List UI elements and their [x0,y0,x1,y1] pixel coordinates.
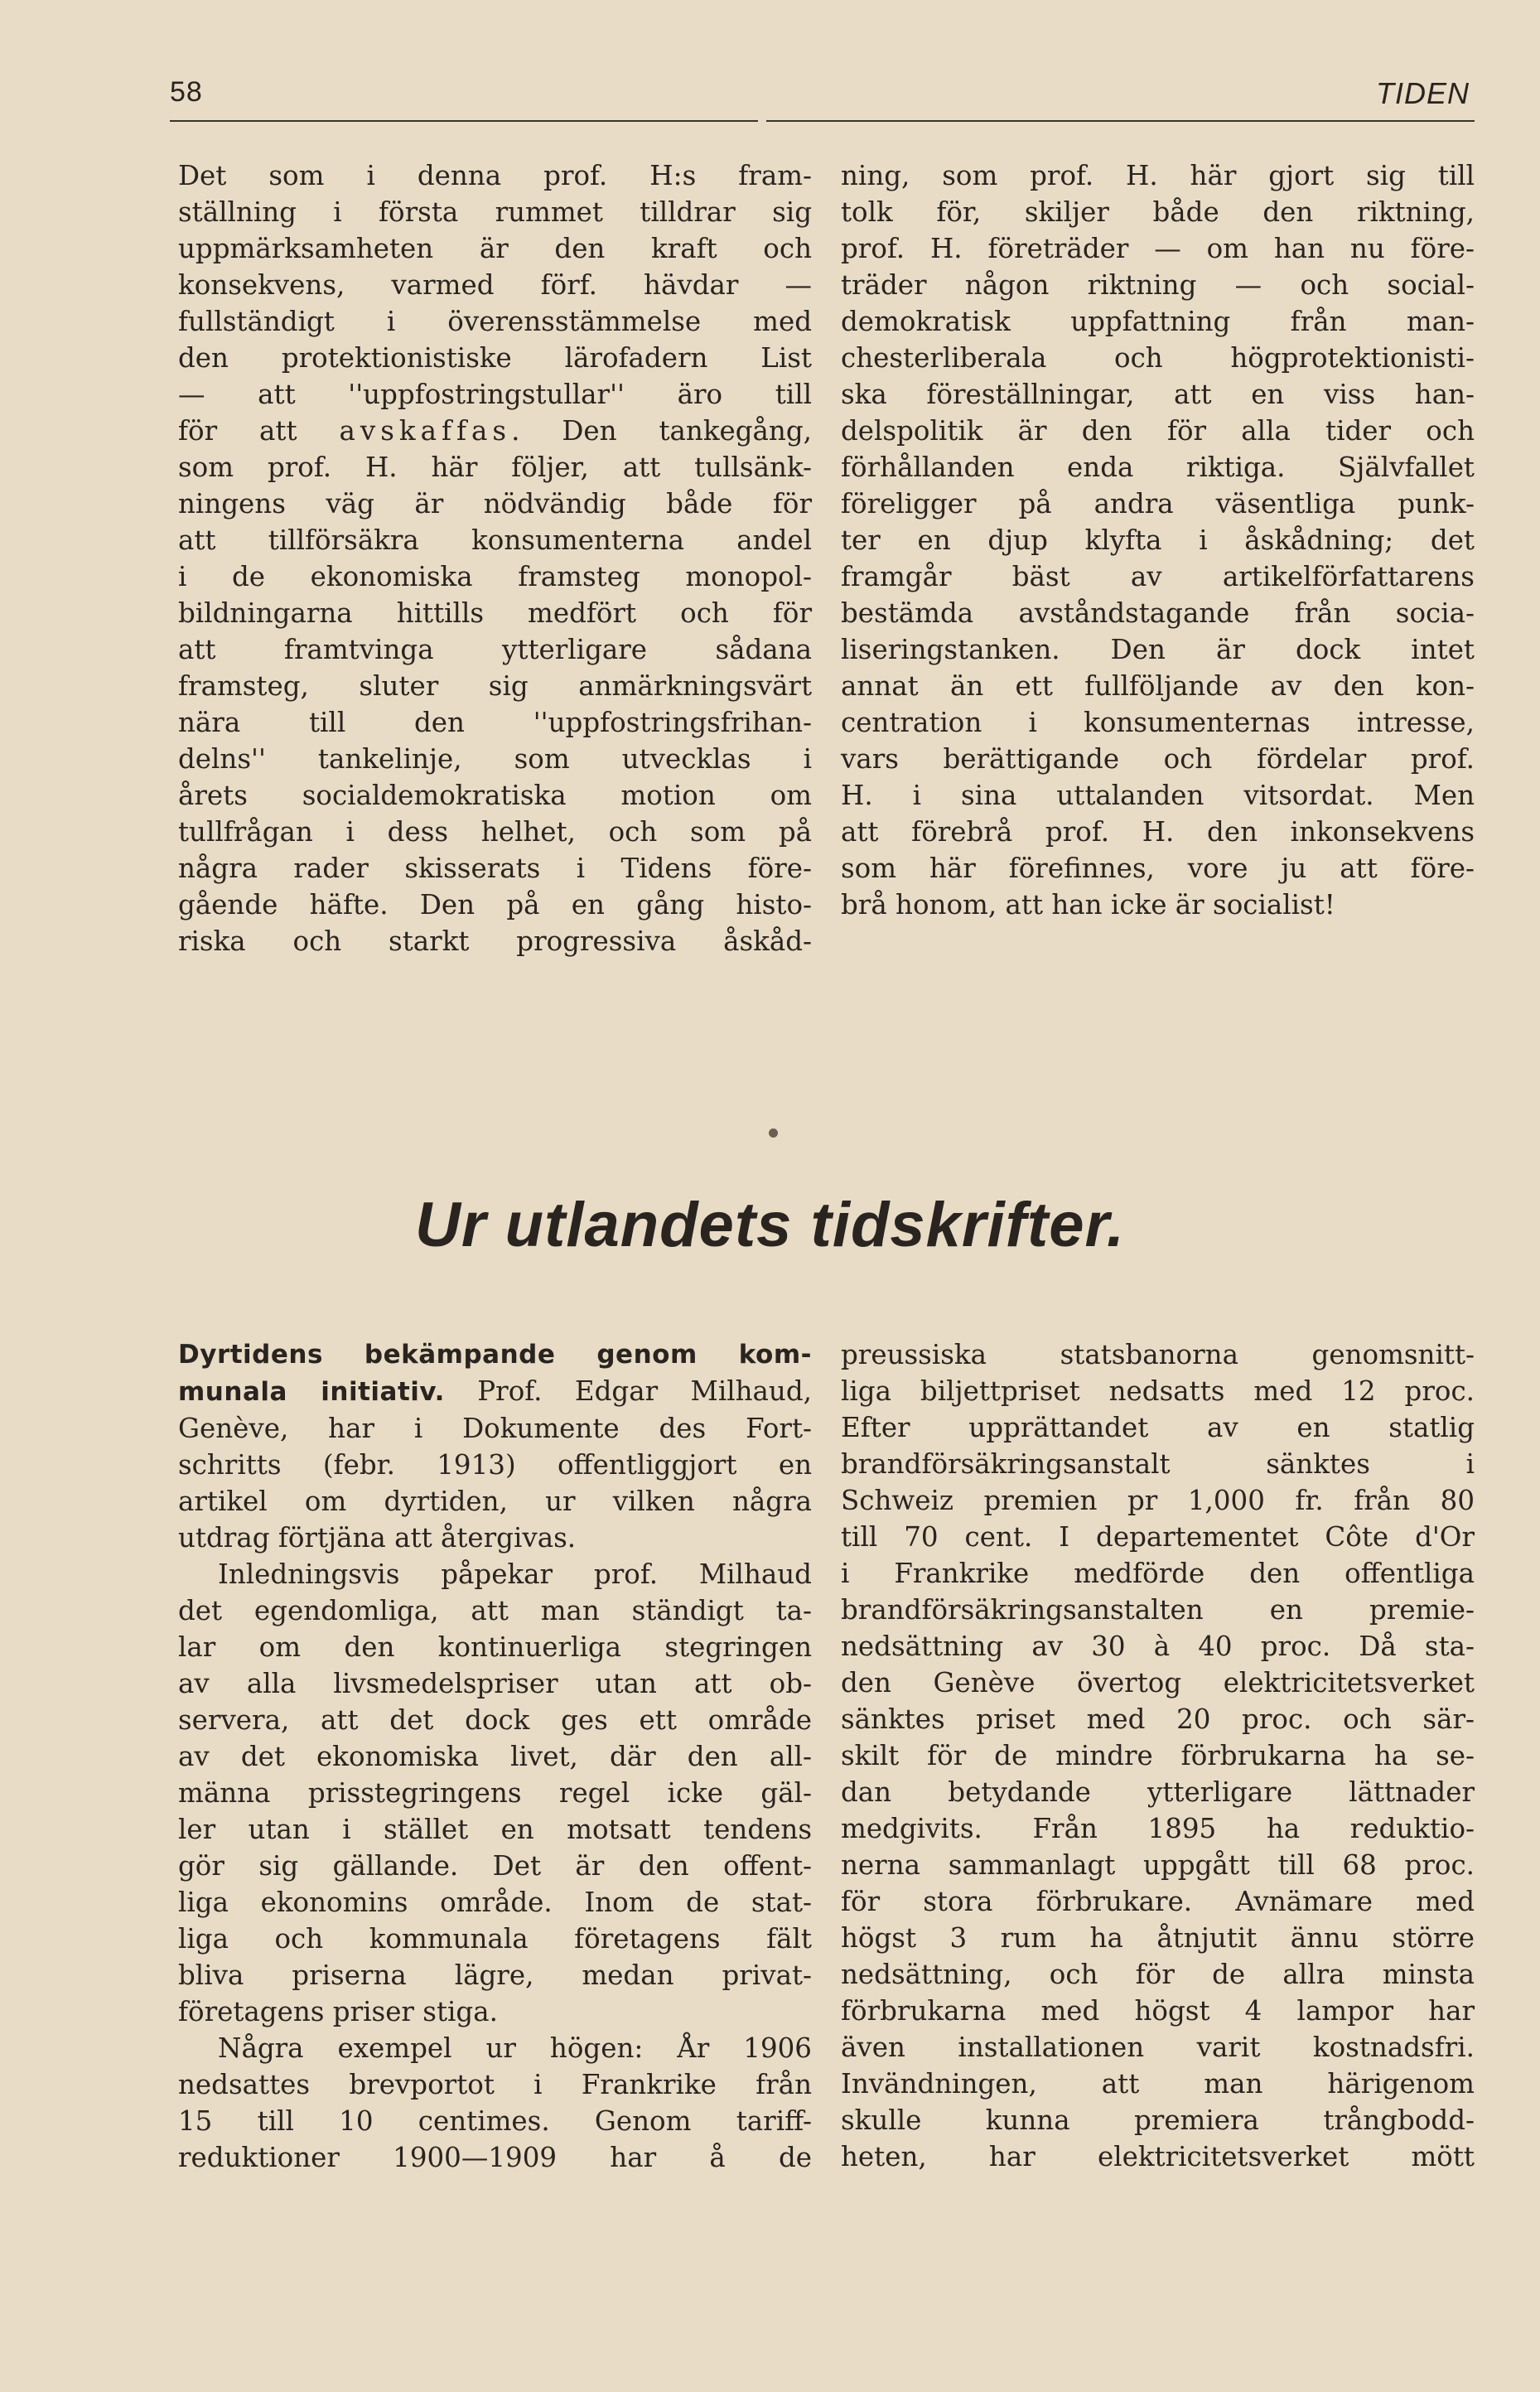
text-line: även installationen varit kostnadsfri. [841,2032,1475,2063]
journal-running-head: TIDEN [1376,76,1470,110]
text-line: männa prisstegringens regel icke gäl- [178,1777,812,1809]
text-line: till 70 cent. I departementet Côte d'Or [841,1521,1475,1553]
ornament-dot [769,1128,778,1138]
text-line: gör sig gällande. Det är den offent- [178,1850,812,1882]
column-top-right [841,157,1475,923]
text-line: demokratisk uppfattning från man- [841,306,1475,337]
text-line: bestämda avståndstagande från socia- [841,597,1475,629]
text-line: framgår bäst av artikelförfattarens [841,561,1475,592]
section-heading: Ur utlandets tidskrifter. [415,1190,1125,1260]
text-line: Några exempel ur högen: År 1906 [218,2032,812,2064]
text-line: vars berättigande och fördelar prof. [841,743,1475,775]
text-line: träder någon riktning — och social- [841,269,1475,301]
text-line: bliva priserna lägre, medan privat- [178,1960,812,1991]
text-line: heten, har elektricitetsverket mött [841,2141,1475,2172]
text-line: delspolitik är den för alla tider och [841,415,1475,447]
text-line: delns'' tankelinje, som utvecklas i [178,743,812,775]
text-line: annat än ett fullföljande av den kon- [841,670,1475,702]
text-line: ler utan i stället en motsatt tendens [178,1814,812,1845]
text-line: 15 till 10 centimes. Genom tariff- [178,2105,812,2137]
text-line: ska föreställningar, att en viss han- [841,379,1475,410]
text-line: liseringstanken. Den är dock intet [841,634,1475,665]
text-line: prof. H. företräder — om han nu före- [841,233,1475,264]
text-line: att förebrå prof. H. den inkonsekvens [841,816,1475,848]
column-bottom-right [841,1336,1475,2175]
article-title-continued: munala initiativ. [178,1377,445,1407]
text-line: H. i sina uttalanden vitsordat. Men [841,780,1475,811]
text-line [178,413,812,449]
text-line: nerna sammanlagt uppgått till 68 proc. [841,1849,1475,1881]
text-line: den Genève övertog elektricitetsverket [841,1667,1475,1699]
text-line: av alla livsmedelspriser utan att ob- [178,1668,812,1699]
text-fragment: för att [178,415,297,447]
text-line: framsteg, sluter sig anmärkningsvärt [178,670,812,702]
text-line: centration i konsumenternas intresse, [841,707,1475,738]
text-line: lar om den kontinuerliga stegringen [178,1631,812,1663]
text-line: företagens priser stiga. [178,1996,498,2027]
text-line: sänktes priset med 20 proc. och sär- [841,1703,1475,1735]
text-line: i Frankrike medförde den offentliga [841,1558,1475,1589]
text-line: chesterliberala och högprotektionisti- [841,342,1475,374]
column-top-left [178,157,812,959]
text-line: Inledningsvis påpekar prof. Milhaud [218,1558,812,1590]
text-line: artikel om dyrtiden, ur vilken några [178,1486,812,1517]
text-line: Schweiz premien pr 1,000 fr. från 80 [841,1485,1475,1516]
text-line: servera, att det dock ges ett område [178,1704,812,1736]
text-line: tolk för, skiljer både den riktning, [841,196,1475,228]
text-line: Invändningen, att man härigenom [841,2068,1475,2100]
article-title: Dyrtidens bekämpande genom kom- [178,1340,812,1370]
text-line: ter en djup klyfta i åskådning; det [841,524,1475,556]
text-line: det egendomliga, att man ständigt ta- [178,1595,812,1626]
text-line: nedsättning, och för de allra minsta [841,1959,1475,1990]
text-line: av det ekonomiska livet, där den all- [178,1741,812,1772]
text-line: ningens väg är nödvändig både för [178,488,812,519]
text-line: nära till den ''uppfostringsfrihan- [178,707,812,738]
text-line: ställning i första rummet tilldrar sig [178,196,812,228]
text-line: som prof. H. här följer, att tullsänk- [178,452,812,483]
text-line: brandförsäkringsanstalt sänktes i [841,1448,1475,1480]
text-line: årets socialdemokratiska motion om [178,780,812,811]
text-line: förbrukarna med högst 4 lampor har [841,1995,1475,2027]
text-line: liga ekonomins område. Inom de stat- [178,1887,812,1918]
text-line: skilt för de mindre förbrukarna ha se- [841,1740,1475,1771]
text-line: liga biljettpriset nedsatts med 12 proc. [841,1375,1475,1407]
text-line: schritts (febr. 1913) offentliggjort en [178,1449,812,1481]
text-line: dan betydande ytterligare lättnader [841,1776,1475,1808]
header-rule-right [766,120,1475,122]
text-line: fullständigt i överensstämmelse med [178,306,812,337]
text-fragment: . Den tankegång, [511,415,812,447]
text-line: bildningarna hittills medfört och för [178,597,812,629]
text-fragment: Prof. Edgar Milhaud, [477,1375,812,1407]
page-number: 58 [170,76,203,108]
text-line: liga och kommunala företagens fält [178,1923,812,1955]
text-line: att tillförsäkra konsumenterna andel [178,524,812,556]
text-line: konsekvens, varmed förf. hävdar — [178,269,812,301]
text-line: föreligger på andra väsentliga punk- [841,488,1475,519]
text-line: i de ekonomiska framsteg monopol- [178,561,812,592]
text-line: högst 3 rum ha åtnjutit ännu större [841,1922,1475,1954]
text-line: att framtvinga ytterligare sådana [178,634,812,665]
text-line: Genève, har i Dokumente des Fort- [178,1413,812,1444]
text-line: reduktioner 1900—1909 har å de [178,2142,812,2173]
text-line: som här förefinnes, vore ju att före- [841,853,1475,884]
column-bottom-left [178,1336,812,2176]
text-line: ning, som prof. H. här gjort sig till [841,160,1475,191]
text-line: brå honom, att han icke är socialist! [841,889,1335,921]
text-line: — att ''uppfostringstullar'' äro till [178,379,812,410]
text-line: förhållanden enda riktiga. Självfallet [841,452,1475,483]
header-rule-left [170,120,758,122]
text-line [178,1373,812,1410]
text-line: medgivits. Från 1895 ha reduktio- [841,1813,1475,1844]
text-line: Det som i denna prof. H:s fram- [178,160,812,191]
text-line: utdrag förtjäna att återgivas. [178,1522,577,1554]
text-line: för stora förbrukare. Avnämare med [841,1886,1475,1917]
text-line: nedsättning av 30 à 40 proc. Då sta- [841,1631,1475,1662]
text-line: gående häfte. Den på en gång histo- [178,889,812,921]
text-line: den protektionistiske lärofadern List [178,342,812,374]
emphasized-word: avskaffas [339,415,512,447]
text-line: nedsattes brevportot i Frankrike från [178,2069,812,2100]
text-line: några rader skisserats i Tidens före- [178,853,812,884]
text-line: skulle kunna premiera trångbodd- [841,2104,1475,2136]
text-line: riska och starkt progressiva åskåd- [178,925,812,957]
text-line: uppmärksamheten är den kraft och [178,233,812,264]
text-line: tullfrågan i dess helhet, och som på [178,816,812,848]
text-line: brandförsäkringsanstalten en premie- [841,1594,1475,1626]
text-line: preussiska statsbanorna genomsnitt- [841,1339,1475,1370]
text-line: Efter upprättandet av en statlig [841,1412,1475,1443]
